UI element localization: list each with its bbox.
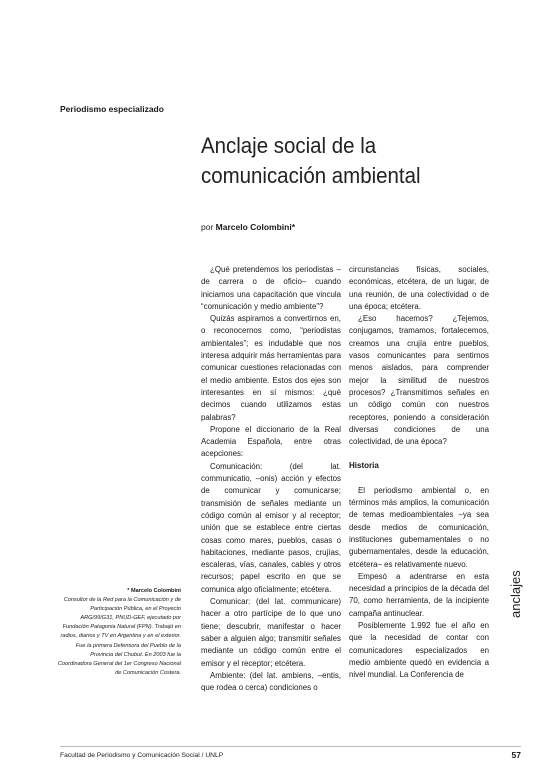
footer-institution: Facultad de Periodismo y Comunicación Social / UNLP: [60, 752, 224, 759]
article-title: [201, 131, 480, 191]
paragraph: Propone el diccionario de la Real Academia Española, entre otras acepciones:: [201, 424, 341, 459]
paragraph: Ambiente: (del lat. ambiens, –entis, que rodea o cerca) condiciones o: [201, 670, 341, 693]
footnote-head: * Marcelo Colombini: [127, 588, 181, 594]
side-tab-label: anclajes: [508, 570, 523, 618]
section-label: Periodismo especializado: [60, 104, 164, 114]
byline: [201, 222, 295, 232]
paragraph: ¿Eso hacemos? ¿Tejemos, conjugamos, tramamos, fortalecemos, creamos una crujía entre pueblos, vasos comunicantes para sentirnos menos aislados, para comprender mejor la similitud de nuestros procesos? ¿Transmitimos señales en un código común con nuestros receptores, poniendo a consideración diversas condiciones de una colectividad, de una época?: [349, 314, 489, 447]
byline-prefix: por: [201, 222, 214, 232]
paragraph: Comunicación: (del lat. communicatio, –onis) acción y efectos de comunicar y comunicarse; transmisión de señales mediante un código común al emisor y al receptor; unión que se establece entre ciertas cosas como mares, pueblos, casas o habitaciones, mediante pasos, crujías, escaleras, vías, canales, cables y otros recursos; papel escrito en que se comunica algo oficialmente; etcétera.: [201, 461, 341, 594]
title-line-1: Anclaje social de la: [201, 133, 377, 158]
paragraph: El periodismo ambiental o, en términos más amplios, la comunicación de temas medioambientales –ya sea desde medios de comunicación, instituciones gubernamentales o no gubernamentales, desde la educación, etcétera– es relativamente nuevo.: [349, 485, 489, 569]
section-heading: Historia: [349, 461, 379, 471]
title-line-2: comunicación ambiental: [201, 163, 421, 188]
author-footnote: [56, 587, 181, 678]
paragraph: Posiblemente 1.992 fue el año en que la necesidad de contar con comunicadores especializados en medio ambiente quedó en evidencia a nivel mundial. La Conferencia de: [349, 621, 489, 680]
footer-divider: [60, 746, 521, 747]
page-number: 57: [511, 750, 521, 760]
text-column-2: [349, 264, 489, 682]
paragraph: Comunicar: (del lat. communicare) hacer a otro partícipe de lo que uno tiene; descubrir, manifestar o hacer saber a alguien algo; transmitir señales mediante un código común entre el emisor y el receptor; etcétera.: [201, 597, 341, 668]
paragraph: Quizás aspiramos a convertirnos en, o reconocernos como, “periodistas ambientales”; es indudable que nos interesa adquirir más herramientas para comunicar cuestiones relacionadas con el medio ambiente. Estos dos ejes son interesantes en sí mismos: ¿qué decimos cuando utilizamos estas palabras?: [201, 314, 341, 422]
paragraph: Empesó a adentrarse en esta necesidad a principios de la década del 70, como herramienta, de la incipiente campaña antinuclear.: [349, 571, 489, 618]
footnote-body: Consultor de la Red para la Comunicación y de Participación Pública, en el Proyecto ARG/99/G31, PNUD-GEF, ejecutado por Fundación Patagonia Natural (FPN). Trabajó en radios, diarios y TV en Argentina y en el exterior. Fue la primera Defensora del Pueblo de la Provincia del Chubut. En 2003 fue la Coordinadora General del 1er Congreso Nacional de Comunicación Costera.: [57, 597, 181, 676]
byline-author: Marcelo Colombini*: [215, 222, 296, 232]
paragraph: circunstancias físicas, sociales, económicas, etcétera, de un lugar, de una reunión, de una colectividad o de una época; etcétera.: [349, 265, 489, 311]
paragraph: ¿Qué pretendemos los periodistas –de carrera o de oficio– cuando iniciamos una capacitación que vincula “comunicación y medio ambiente”?: [201, 265, 341, 311]
text-column-1: [201, 264, 341, 694]
